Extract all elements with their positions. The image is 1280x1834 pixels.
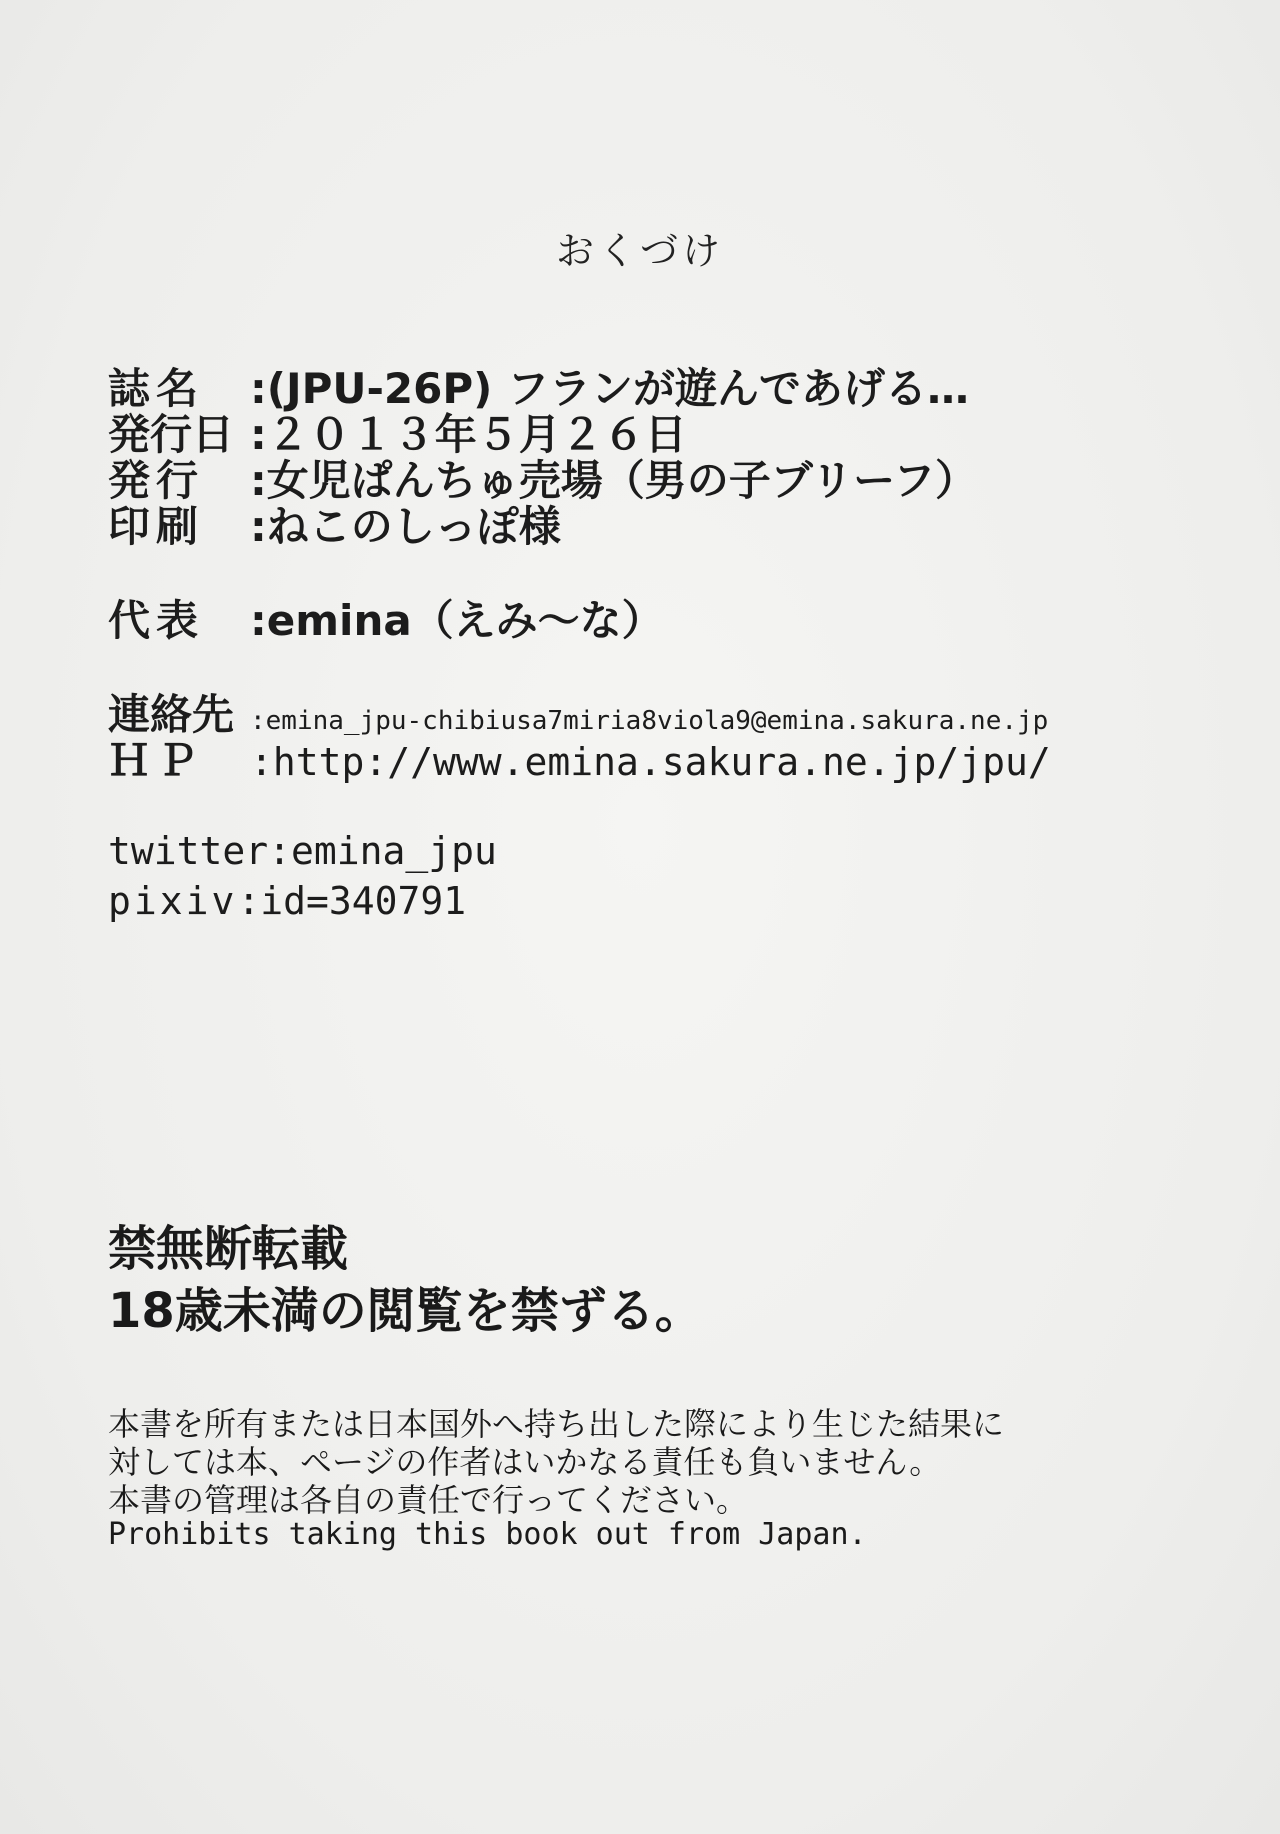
notice-no-reproduction: 禁無断転載 — [108, 1221, 349, 1277]
value-pixiv: :id=340791 — [237, 879, 467, 923]
label-twitter: twitter — [108, 829, 269, 873]
value-contact: :emina_jpu-chibiusa7miria8viola9@emina.sakura.ne.jp — [250, 706, 1049, 736]
value-title: :(JPU-26P) フランが遊んであげる… — [250, 364, 969, 413]
row-publisher — [108, 456, 978, 505]
label-contact: 連絡先 — [108, 690, 235, 739]
label-pixiv: pixiv — [108, 879, 238, 923]
disclaimer-line-4: Prohibits taking this book out from Japan. — [108, 1517, 867, 1552]
page-title: おくづけ — [555, 229, 724, 273]
label-date: 発行日 — [108, 410, 235, 459]
value-twitter: :emina_jpu — [268, 829, 497, 873]
label-publisher: 発行 — [108, 456, 205, 505]
value-date: :２０１３年５月２６日 — [250, 410, 687, 459]
disclaimer-line-2: 対しては本、ページの作者はいかなる責任も負いません。 — [108, 1443, 942, 1481]
row-pixiv — [108, 879, 467, 923]
value-representative: :emina（えみ～な） — [250, 596, 664, 645]
value-hp: :http://www.emina.sakura.ne.jp/jpu/ — [250, 740, 1051, 784]
row-representative — [108, 596, 664, 645]
disclaimer-line-3: 本書の管理は各自の責任で行ってください。 — [108, 1481, 749, 1519]
row-twitter — [108, 829, 497, 873]
row-hp — [108, 736, 1051, 785]
value-publisher: :女児ぱんちゅ売場（男の子ブリーフ） — [250, 456, 978, 505]
label-title: 誌名 — [108, 364, 205, 413]
label-representative: 代表 — [108, 596, 205, 645]
notice-age-restriction: 18歳未満の閲覧を禁ずる。 — [108, 1283, 703, 1339]
label-hp: ＨＰ — [108, 736, 205, 785]
disclaimer-line-1: 本書を所有または日本国外へ持ち出した際により生じた結果に — [108, 1405, 1005, 1443]
row-title — [108, 364, 969, 413]
value-printer: :ねこのしっぽ様 — [250, 502, 561, 551]
row-date — [108, 410, 687, 459]
row-printer — [108, 502, 561, 551]
label-printer: 印刷 — [108, 502, 205, 551]
row-contact — [108, 690, 1049, 739]
